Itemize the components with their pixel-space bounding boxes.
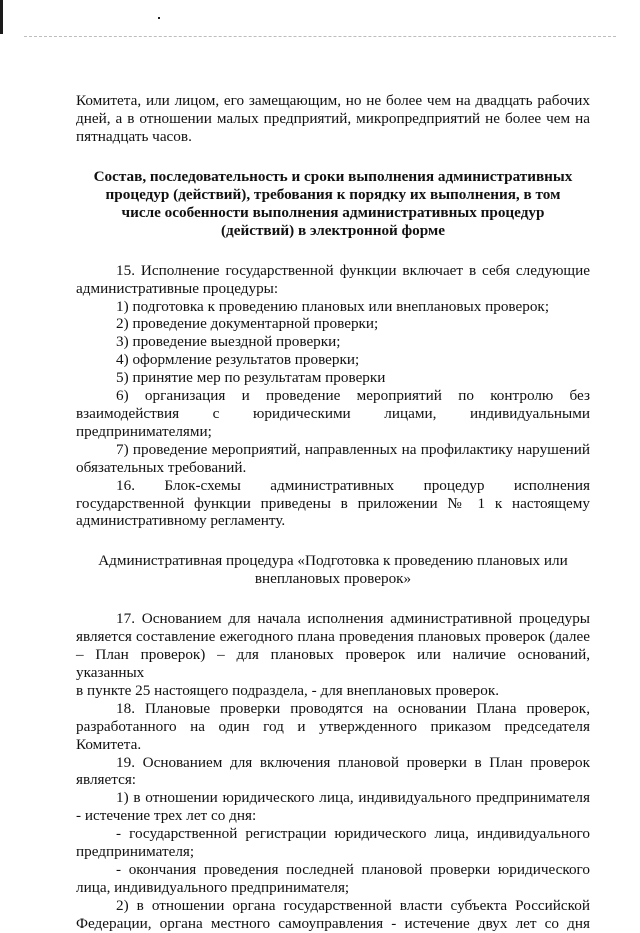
scan-speck	[158, 17, 160, 19]
text-line: пятнадцать часов.	[76, 127, 192, 145]
text-line: лица, индивидуального предпринимателя;	[76, 878, 350, 896]
text-line: 2) в отношении органа государственной власти субъекта Российской	[116, 896, 590, 914]
heading-line: процедур (действий), требования к порядку их выполнения, в том	[105, 185, 561, 203]
text-line: предпринимателями;	[76, 422, 212, 440]
text-line: государственной функции приведены в приложении № 1 к настоящему	[76, 494, 590, 512]
text-line: 7) проведение мероприятий, направленных на профилактику нарушений	[116, 440, 590, 458]
paragraph-19-item-2	[76, 897, 590, 933]
paragraph-19-item-1	[76, 789, 590, 825]
list-item-7	[76, 441, 590, 477]
paragraph-19-item-1b	[76, 861, 590, 897]
scan-border-mark	[0, 0, 3, 34]
list-item: 5) принятие мер по результатам проверки	[116, 369, 386, 387]
heading-line: Состав, последовательность и сроки выполнения административных	[93, 167, 573, 185]
text-line: 19. Основанием для включения плановой проверки в План проверок	[116, 753, 590, 771]
text-line: взаимодействия с юридическими лицами, индивидуальными	[76, 404, 590, 422]
section-heading	[76, 168, 590, 240]
text-line: 18. Плановые проверки проводятся на основании Плана проверок,	[116, 699, 590, 717]
text-line: Комитета.	[76, 735, 142, 753]
subheading-line: Административная процедура «Подготовка к проведению плановых или	[98, 552, 568, 570]
paragraph-16	[76, 477, 590, 531]
scan-top-rule	[24, 36, 616, 37]
paragraph-15	[76, 262, 590, 298]
procedure-list	[76, 298, 590, 388]
paragraph-19	[76, 754, 590, 790]
text-line: - государственной регистрации юридического лица, индивидуального	[116, 825, 590, 843]
text-line: административные процедуры:	[76, 279, 279, 297]
text-line: Комитета, или лицом, его замещающим, но не более чем на двадцать рабочих	[76, 92, 590, 109]
text-line: 17. Основанием для начала исполнения административной процедуры	[116, 610, 590, 628]
paragraph-19-item-1a	[76, 825, 590, 861]
text-line: дней, а в отношении малых предприятий, микропредприятий не более чем на	[76, 109, 590, 127]
heading-line: числе особенности выполнения административных процедур	[121, 203, 545, 221]
text-line: является:	[76, 771, 137, 789]
text-line: - истечение трех лет со дня:	[76, 807, 257, 825]
list-item: 4) оформление результатов проверки;	[116, 351, 360, 369]
list-item: 3) проведение выездной проверки;	[116, 333, 341, 351]
text-line: 6) организация и проведение мероприятий по контролю без	[116, 387, 590, 405]
list-item: 1) подготовка к проведению плановых или внеплановых проверок;	[116, 297, 550, 315]
text-line: – План проверок) – для плановых проверок или наличие оснований, указанных	[76, 646, 590, 682]
text-line: предпринимателя;	[76, 843, 195, 861]
text-line: - окончания проведения последней плановой проверки юридического	[116, 861, 590, 878]
text-line: 15. Исполнение государственной функции включает в себя следующие	[116, 261, 590, 279]
paragraph-17	[76, 610, 590, 700]
text-line: разработанного на один год и утвержденного приказом председателя	[76, 717, 590, 735]
text-line: 16. Блок-схемы административных процедур исполнения	[116, 476, 590, 494]
intro-paragraph	[76, 92, 590, 146]
list-item-6	[76, 387, 590, 441]
procedure-subheading	[76, 552, 590, 588]
list-item: 2) проведение документарной проверки;	[116, 315, 379, 333]
subheading-line: внеплановых проверок»	[254, 570, 412, 588]
text-line: в пункте 25 настоящего подраздела, - для внеплановых проверок.	[76, 681, 500, 699]
document-page	[76, 92, 590, 933]
text-line: обязательных требований.	[76, 458, 247, 476]
text-line: Федерации, органа местного самоуправления - истечение двух лет со дня	[76, 914, 590, 932]
text-line: 1) в отношении юридического лица, индивидуального предпринимателя	[116, 789, 590, 807]
text-line: административному регламенту.	[76, 512, 286, 530]
text-line: является составление ежегодного плана проведения плановых проверок (далее	[76, 628, 590, 646]
heading-line: (действий) в электронной форме	[220, 221, 446, 239]
paragraph-18	[76, 700, 590, 754]
